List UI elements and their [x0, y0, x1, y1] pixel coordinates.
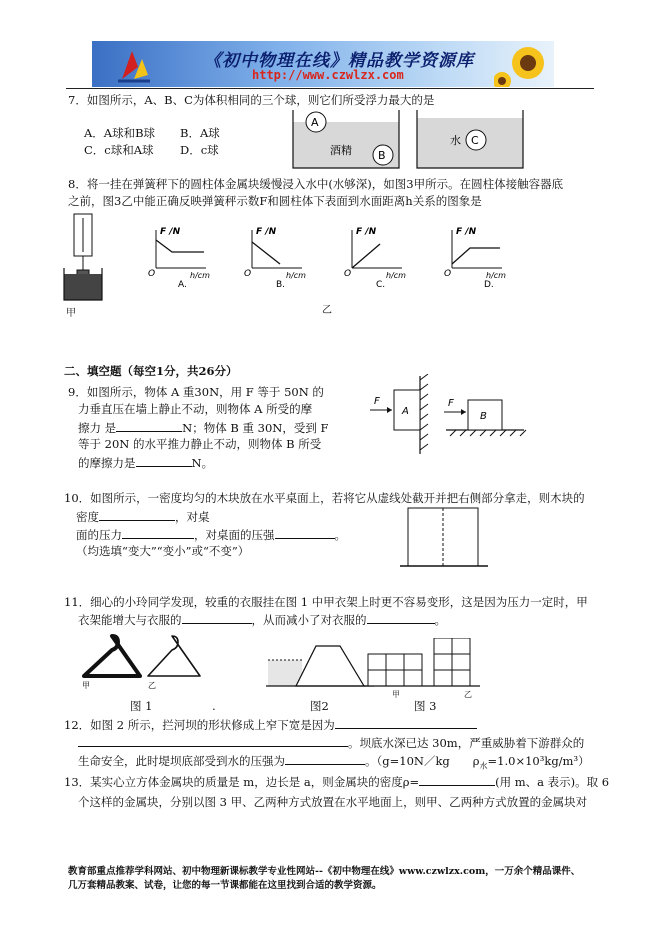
q10-blank-1[interactable]: [99, 509, 175, 521]
alcohol-label: 酒精: [330, 144, 352, 157]
graph-c-label: C.: [376, 280, 386, 288]
q10-line3-a: 面的压力: [76, 528, 122, 542]
hanger-jia-label: 甲: [82, 681, 90, 690]
q9-line5-b: N。: [191, 456, 214, 470]
q12-line3-c: =1.0×10³kg/m³）: [487, 754, 590, 768]
fig1-caption: 图 1: [130, 699, 153, 713]
q9-figure: [370, 374, 540, 458]
q11-blank-2[interactable]: [367, 612, 435, 624]
cubes-jia-label: 甲: [392, 690, 400, 699]
q12-blank-3[interactable]: [285, 753, 365, 765]
q13-blank-1[interactable]: [419, 774, 495, 786]
graph-b-o: O: [244, 269, 252, 279]
ball-a-label: A: [311, 116, 319, 129]
q11-hangers-figure: [78, 632, 208, 690]
q9-blank-1[interactable]: [116, 420, 182, 432]
q11-line2-c: 。: [434, 613, 446, 627]
graph-d-y: F /N: [456, 227, 477, 237]
graph-b-x: h/cm: [286, 271, 306, 280]
ground: [446, 430, 526, 436]
q8-fig-jia: 甲: [66, 308, 76, 319]
hanger-jia: [84, 636, 140, 676]
graph-a-y: F /N: [160, 227, 181, 237]
q12-line1-text: 12．如图 2 所示，拦河坝的形状修成上窄下宽是因为: [64, 718, 335, 732]
q10-blank-3[interactable]: [275, 527, 335, 539]
fig3-caption: 图 3: [414, 699, 437, 713]
footer-line1: 教育部重点推荐学科网站、初中物理新课标教学专业性网站--《初中物理在线》www.czwlzx.com，一万余个精品课件、: [68, 866, 581, 877]
q11-cubes-figure: [364, 638, 484, 688]
q7-option-c: C．c球和A球: [84, 143, 154, 157]
hanger-yi-label: 乙: [148, 681, 156, 690]
graph-a: [148, 227, 210, 288]
banner-url[interactable]: http://www.czwlzx.com: [252, 68, 404, 82]
q12-blank-1[interactable]: [335, 717, 477, 729]
fig1-dot: .: [212, 699, 216, 713]
q10-line4: （均选填“变大”“变小”或“不变”）: [76, 544, 250, 558]
block-a-label: A: [402, 406, 409, 417]
q9-line1: 9．如图所示，物体 A 重30N，用 F 等于 50N 的: [68, 385, 324, 399]
q9-blank-2[interactable]: [136, 455, 192, 467]
q10-line3-c: 。: [334, 528, 346, 542]
header-rule: [66, 88, 594, 89]
graph-c-y: F /N: [356, 227, 377, 237]
hanger-yi: [148, 636, 200, 676]
q12-line3-b: 。（g=10N／kg ρ: [365, 754, 480, 768]
logo-icon: [114, 45, 154, 85]
q8-spring-scale-figure: [60, 212, 110, 316]
q10-line2-b: ，对桌: [175, 510, 210, 524]
q13-line2: 个这样的金属块，分别以图 3 甲、乙两种方式放置在水平地面上，则甲、乙两种方式放置的金属块对: [78, 795, 588, 809]
wall: [420, 374, 428, 454]
q9-line2: 力垂直压在墙上静止不动，则物体 A 所受的摩: [78, 402, 313, 416]
force-label-b: F: [448, 398, 454, 409]
q12-line1: [64, 717, 477, 733]
q11-line2-a: 衣架能增大与衣服的: [78, 613, 182, 627]
banner-title: 《初中物理在线》精品教学资源库: [204, 51, 474, 71]
q9-line4: 等于 20N 的水平推力静止不动，则物体 B 所受: [78, 437, 322, 451]
q8-fig-yi: 乙: [322, 305, 332, 316]
q12-line3: [78, 753, 590, 773]
graph-c-x: h/cm: [386, 271, 406, 280]
graph-b-y: F /N: [256, 227, 277, 237]
q10-line3: [76, 527, 346, 543]
q10-line3-b: ，对桌面的压强: [194, 528, 275, 542]
graph-b-label: B.: [276, 280, 286, 288]
force-label-a: F: [374, 396, 380, 407]
fig2-caption: 图2: [310, 699, 329, 713]
q11-line1: 11．细心的小玲同学发现，较重的衣服挂在图 1 中甲衣架上时更不容易变形，这是因为压力一定时，甲: [64, 595, 588, 609]
q7-option-a: A．A球和B球: [84, 126, 156, 140]
q7-figure: [290, 108, 530, 170]
q12-line2-text: 。坝底水深已达 30m，严重威胁着下游群众的: [348, 736, 585, 750]
q9-line5: [78, 455, 213, 471]
graph-d-o: O: [444, 269, 452, 279]
q10-figure: [398, 506, 490, 582]
graph-c-o: O: [344, 269, 352, 279]
graph-d-x: h/cm: [486, 271, 506, 280]
q7-option-d: D．c球: [180, 143, 219, 157]
q10-line1: 10．如图所示，一密度均匀的木块放在水平桌面上，若将它从虚线处截开并把右侧部分拿走，则木块的: [64, 491, 585, 505]
water-label: 水: [450, 134, 461, 147]
q13-line1-b: (用 m、a 表示)。取 6: [495, 775, 610, 789]
cubes-yi-label: 乙: [464, 690, 472, 699]
wood-block: [408, 508, 478, 566]
graph-a-x: h/cm: [190, 271, 210, 280]
graph-a-label: A.: [178, 280, 187, 288]
q8-graphs: [144, 224, 544, 288]
graph-b: [244, 227, 306, 288]
header-banner: [92, 41, 554, 87]
q11-line2-b: ，从而减小了对衣服的: [251, 613, 367, 627]
q9-line5-a: 的摩擦力是: [78, 456, 136, 470]
q11-dam-figure: [266, 640, 376, 690]
block-b-label: B: [480, 411, 487, 422]
dam-shape: [296, 646, 364, 686]
q7-stem: 7．如图所示，A、B、C为体积相同的三个球，则它们所受浮力最大的是: [68, 93, 435, 107]
section2-heading: 二、填空题（每空1分，共26分）: [64, 364, 238, 378]
q10-blank-2[interactable]: [122, 527, 194, 539]
q12-line3-a: 生命安全，此时堤坝底部受到水的压强为: [78, 754, 285, 768]
ball-b-label: B: [378, 149, 386, 162]
graph-d: [444, 227, 506, 288]
q7-option-b: B．A球: [180, 126, 220, 140]
q12-blank-2[interactable]: [78, 735, 348, 747]
graph-d-label: D.: [484, 280, 494, 288]
ball-c-label: C: [471, 134, 479, 147]
q9-line3-b: N；物体 B 重 30N，受到 F: [182, 421, 329, 435]
cubes-jia: [368, 654, 422, 686]
q9-line3-a: 擦力 是: [78, 421, 117, 435]
q11-line2: [78, 612, 446, 628]
q10-line2: [76, 509, 210, 525]
q10-line2-a: 密度: [76, 510, 99, 524]
q8-stem-line1: 8．将一挂在弹簧秤下的圆柱体金属块缓慢浸入水中(水够深)，如图3甲所示。在圆柱体接触容器底: [68, 177, 564, 191]
q12-line2: [78, 735, 584, 751]
q13-line1-a: 13．某实心立方体金属块的质量是 m，边长是 a，则金属块的密度ρ=: [64, 775, 420, 789]
q11-blank-1[interactable]: [182, 612, 252, 624]
q8-stem-line2: 之前，图3乙中能正确反映弹簧秤示数F和圆柱体下表面到水面距离h关系的图象是: [68, 194, 482, 208]
q12-line3-sub: 水: [479, 761, 488, 771]
q9-line3: [78, 420, 328, 436]
graph-a-o: O: [148, 269, 156, 279]
sunflower-icon: [494, 41, 554, 87]
cubes-yi: [434, 638, 470, 686]
graph-c: [344, 227, 406, 288]
footer-line2: 几万套精品教案、试卷，让您的每一节课都能在这里找到合适的教学资源。: [68, 880, 382, 891]
q13-line1: [64, 774, 609, 790]
